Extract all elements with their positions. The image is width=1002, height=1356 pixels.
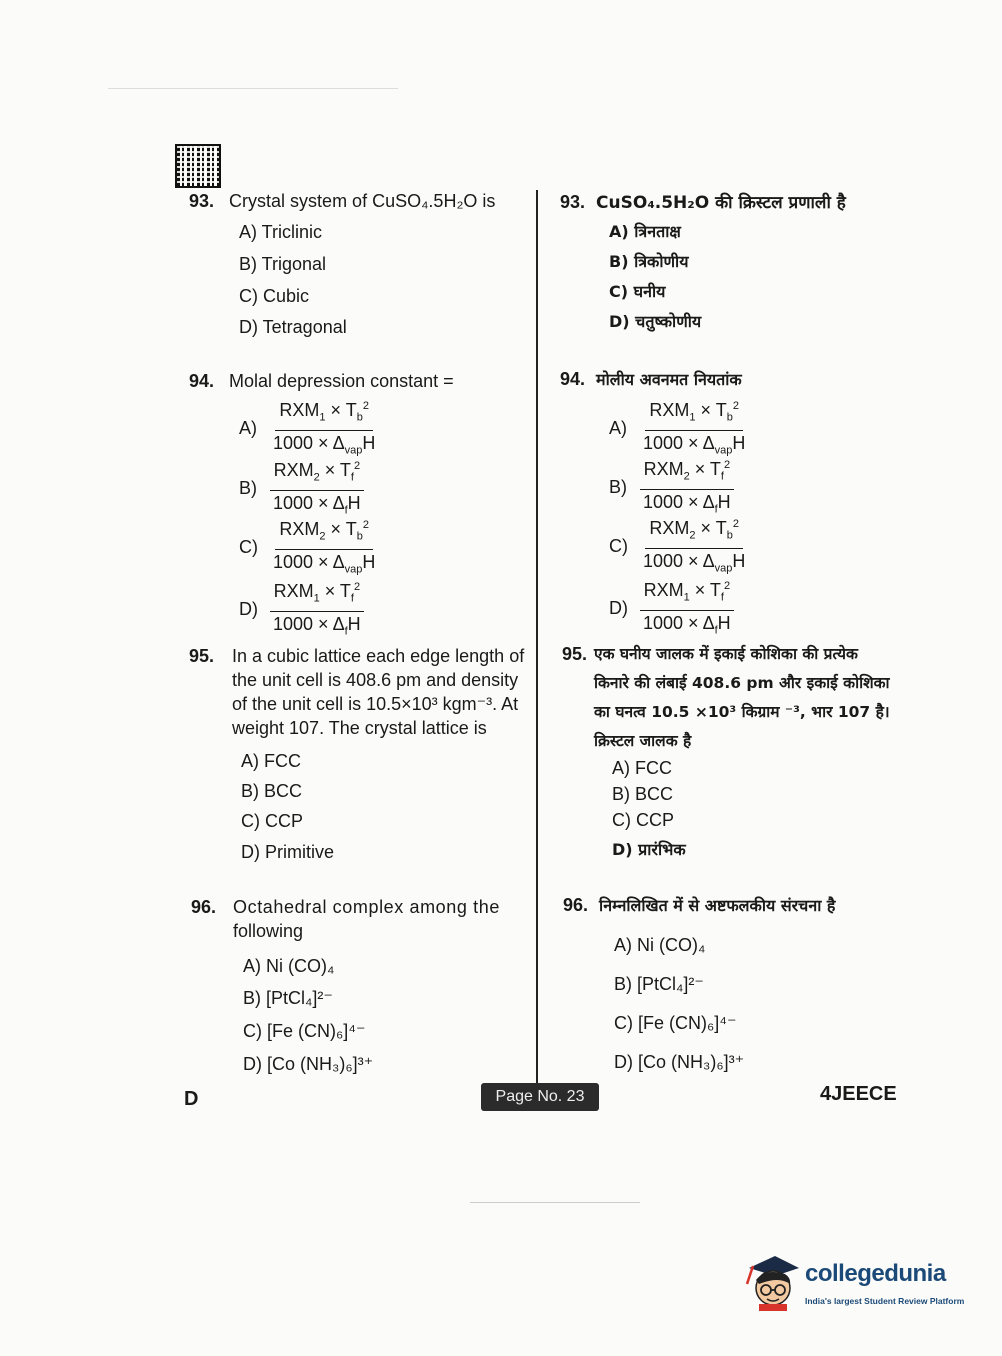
- q96-en: [191, 895, 216, 919]
- logo-brand: collegedunia: [805, 1260, 946, 1287]
- fraction-denominator: $1000 \times \Delta_fH$: [643, 491, 731, 516]
- q96-en-option-b: B) [PtCl₄]²⁻: [243, 988, 333, 1008]
- q93-en-option-c: C) Cubic: [239, 286, 310, 306]
- fraction: [639, 514, 749, 578]
- question-line: of the unit cell is 10.5×10³ kgm⁻³. At: [232, 694, 519, 714]
- fraction: [639, 396, 749, 460]
- q95-en-option-a: A) FCC: [241, 751, 301, 771]
- q94-hi-option-b: [609, 455, 735, 519]
- q95-en-text: [232, 644, 527, 740]
- q94-hi-option-a: [609, 396, 749, 460]
- question-number: 96.: [191, 897, 217, 917]
- question-text: निम्नलिखित में से अष्टफलकीय संरचना है: [599, 896, 836, 915]
- q95-hi-option-a: A) FCC: [612, 758, 672, 778]
- q93-en: [189, 189, 495, 213]
- q96-en-text: [233, 895, 523, 943]
- fraction: [639, 455, 735, 519]
- q93-hi-option-b: B) त्रिकोणीय: [609, 252, 689, 271]
- question-line: In a cubic lattice each edge length of: [232, 646, 525, 666]
- fraction-denominator: $1000 \times \Delta_fH$: [643, 612, 731, 637]
- fraction: [639, 576, 735, 640]
- q96-en-option-c: C) [Fe (CN)₆]⁴⁻: [243, 1021, 366, 1041]
- q93-hi-option-c: C) घनीय: [609, 282, 666, 301]
- option-label: C): [239, 536, 258, 557]
- fraction-denominator: $1000 \times \Delta_fH$: [273, 492, 361, 517]
- q95-hi-option-b: B) BCC: [612, 784, 674, 804]
- fraction-numerator: $RXM_1 \times T_b^2$: [275, 396, 373, 431]
- fraction-denominator: $1000 \times \Delta_{vap}H$: [273, 551, 376, 576]
- question-number: 93.: [560, 192, 586, 212]
- q93-hi-option-d: D) चतुष्कोणीय: [609, 312, 702, 331]
- q93-hi: [560, 190, 846, 215]
- q94-en-option-b: [239, 456, 365, 520]
- q95-en-option-b: B) BCC: [241, 781, 303, 801]
- fraction-numerator: $RXM_1 \times T_f^2$: [270, 577, 365, 612]
- option-label: B): [239, 477, 257, 498]
- q94-hi: [560, 367, 742, 392]
- fraction-numerator: $RXM_2 \times T_b^2$: [645, 514, 743, 549]
- question-text: Crystal system of CuSO₄.5H₂O is: [229, 191, 496, 211]
- scan-line: [470, 1202, 640, 1203]
- student-mascot-icon: [745, 1254, 801, 1312]
- q93-en-option-a: A) Triclinic: [239, 222, 323, 242]
- fraction-numerator: $RXM_1 \times T_b^2$: [645, 396, 743, 431]
- logo-tagline: India's largest Student Review Platform: [805, 1296, 965, 1306]
- qr-code: [177, 146, 219, 186]
- question-number: 94.: [189, 371, 215, 391]
- q96-hi-option-a: A) Ni (CO)₄: [614, 935, 706, 955]
- q95-hi-option-c: C) CCP: [612, 810, 674, 830]
- q95-hi-option-d: D) प्रारंभिक: [612, 840, 686, 859]
- question-line: the unit cell is 408.6 pm and density: [232, 670, 519, 690]
- q94-en-option-c: [239, 515, 379, 579]
- q94-en: [189, 369, 454, 393]
- option-label: D): [609, 597, 628, 618]
- option-label: C): [609, 535, 628, 556]
- question-line: weight 107. The crystal lattice is: [232, 718, 487, 738]
- fraction-denominator: $1000 \times \Delta_fH$: [273, 613, 361, 638]
- q95-en-option-c: C) CCP: [241, 811, 303, 831]
- q93-hi-option-a: A) त्रिनताक्ष: [609, 222, 681, 241]
- paper-set-code: D: [184, 1088, 199, 1110]
- question-line: किनारे की लंबाई 408.6 pm और इकाई कोशिका: [594, 674, 890, 692]
- q95-hi: [562, 642, 587, 666]
- question-text: CuSO₄.5H₂O की क्रिस्टल प्रणाली है: [596, 193, 846, 213]
- option-label: B): [609, 476, 627, 497]
- fraction: [269, 456, 365, 520]
- question-number: 95.: [562, 644, 588, 664]
- question-line: एक घनीय जालक में इकाई कोशिका की प्रत्येक: [594, 645, 858, 663]
- question-line: following: [233, 921, 304, 941]
- fraction: [269, 396, 379, 460]
- fraction-denominator: $1000 \times \Delta_{vap}H$: [273, 432, 376, 457]
- q96-hi: [563, 893, 835, 918]
- q94-hi-option-d: [609, 576, 735, 640]
- question-line: का घनत्व 10.5 ×10³ किग्राम ⁻³, भार 107 है।: [594, 703, 890, 721]
- question-text: Molal depression constant =: [229, 371, 454, 391]
- fraction-numerator: $RXM_2 \times T_f^2$: [270, 456, 365, 491]
- q94-en-option-d: [239, 577, 365, 641]
- option-label: D): [239, 598, 258, 619]
- collegedunia-logo: [745, 1250, 970, 1316]
- page-number-badge: Page No. 23: [481, 1083, 599, 1111]
- q96-hi-option-d: D) [Co (NH₃)₆]³⁺: [614, 1052, 745, 1072]
- q94-en-option-a: [239, 396, 379, 460]
- question-number: 94.: [560, 369, 586, 389]
- q96-hi-option-c: C) [Fe (CN)₆]⁴⁻: [614, 1013, 737, 1033]
- q96-en-option-d: D) [Co (NH₃)₆]³⁺: [243, 1054, 374, 1074]
- scan-line: [108, 88, 398, 89]
- fraction-denominator: $1000 \times \Delta_{vap}H$: [643, 432, 746, 457]
- fraction-denominator: $1000 \times \Delta_{vap}H$: [643, 550, 746, 575]
- q94-hi-option-c: [609, 514, 749, 578]
- q95-hi-text: [594, 640, 894, 756]
- q96-hi-option-b: B) [PtCl₄]²⁻: [614, 974, 704, 994]
- option-label: A): [239, 417, 257, 438]
- column-divider: [536, 190, 538, 1092]
- question-text: मोलीय अवनमत नियतांक: [596, 370, 742, 389]
- q95-en-option-d: D) Primitive: [241, 842, 334, 862]
- option-label: A): [609, 417, 627, 438]
- q95-en: [189, 644, 214, 668]
- fraction: [269, 577, 365, 641]
- q96-en-option-a: A) Ni (CO)₄: [243, 956, 335, 976]
- question-line: Octahedral complex among the: [233, 897, 500, 917]
- question-number: 93.: [189, 191, 215, 211]
- question-line: क्रिस्टल जालक है: [594, 732, 692, 750]
- exam-code: 4JEECE: [820, 1083, 897, 1105]
- fraction-numerator: $RXM_2 \times T_b^2$: [275, 515, 373, 550]
- q93-en-option-d: D) Tetragonal: [239, 317, 347, 337]
- question-number: 96.: [563, 895, 589, 915]
- fraction-numerator: $RXM_2 \times T_f^2$: [640, 455, 735, 490]
- fraction: [269, 515, 379, 579]
- question-number: 95.: [189, 646, 215, 666]
- q93-en-option-b: B) Trigonal: [239, 254, 327, 274]
- fraction-numerator: $RXM_1 \times T_f^2$: [640, 576, 735, 611]
